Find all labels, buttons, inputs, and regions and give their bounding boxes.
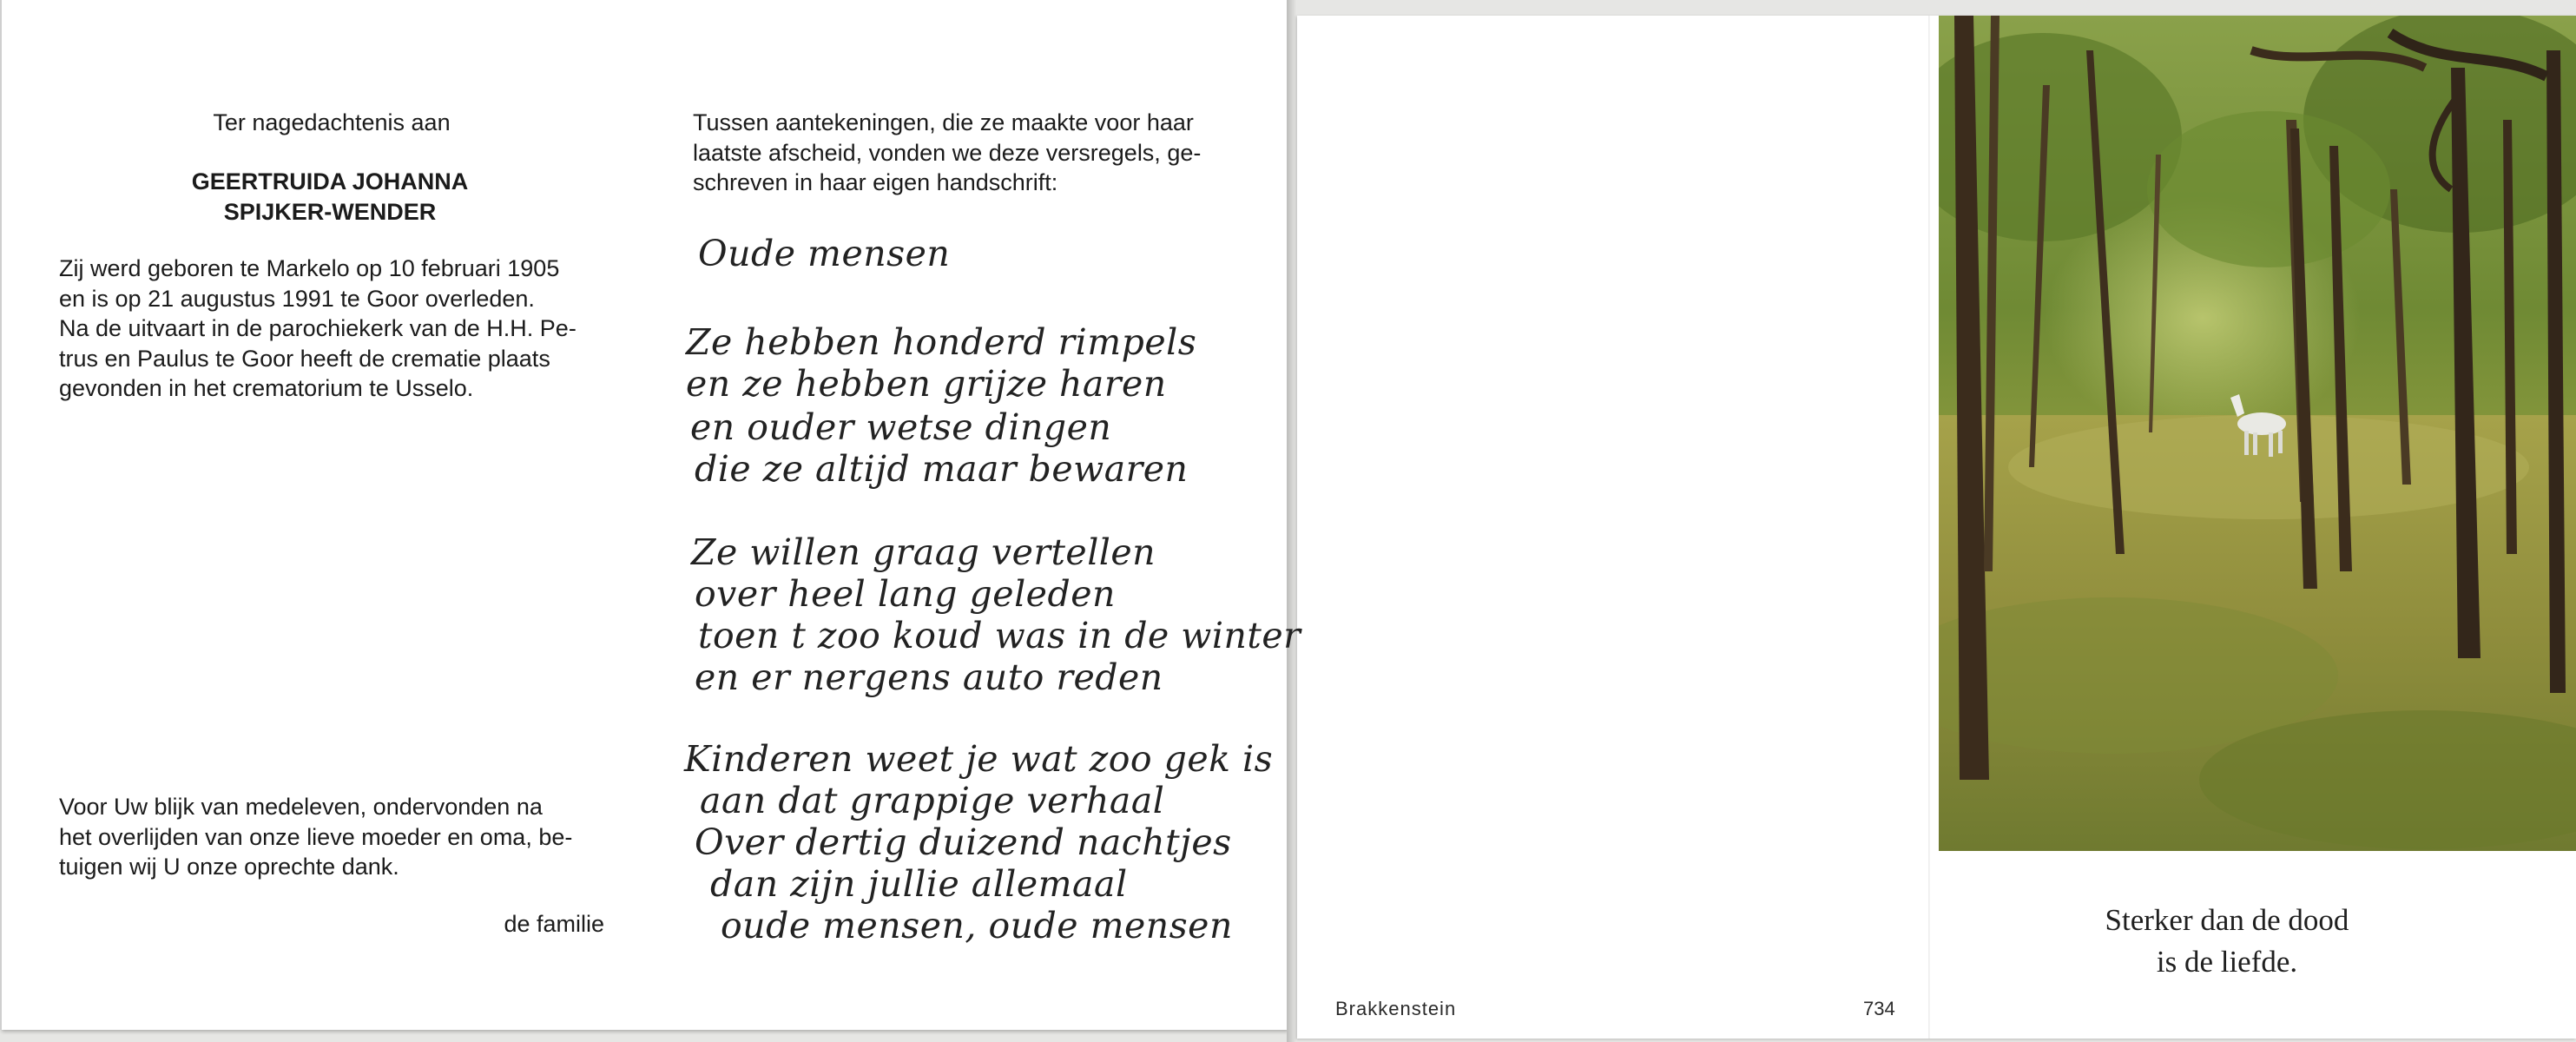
bio-line: trus en Paulus te Goor heeft de crematie plaats xyxy=(59,345,550,372)
biography-paragraph xyxy=(59,254,615,404)
bio-line: Zij werd geboren te Markelo op 10 februari 1905 xyxy=(59,255,560,281)
dedication-heading: Ter nagedachtenis aan xyxy=(213,109,451,135)
preface-line: schreven in haar eigen handschrift: xyxy=(693,169,1058,195)
handwritten-line: Kinderen weet je wat zoo gek is xyxy=(684,738,1274,780)
bio-line: en is op 21 augustus 1991 te Goor overleden. xyxy=(59,285,535,312)
publisher-name: Brakkenstein xyxy=(1335,998,1457,1019)
caption-line-2: is de liefde. xyxy=(2156,945,2298,979)
thanks-paragraph xyxy=(59,792,615,882)
card-fold-shadow xyxy=(1287,0,1297,1042)
thanks-line: Voor Uw blijk van medeleven, ondervonden na xyxy=(59,794,543,820)
handwritten-line: en ouder wetse dingen xyxy=(690,406,1112,448)
thanks-line: tuigen wij U onze oprechte dank. xyxy=(59,854,399,880)
handwritten-line: en ze hebben grijze haren xyxy=(686,363,1167,405)
bio-line: Na de uitvaart in de parochiekerk van de H.H. Pe- xyxy=(59,315,576,341)
handwritten-line: die ze altijd maar bewaren xyxy=(695,448,1189,490)
handwritten-line: en er nergens auto reden xyxy=(695,656,1163,698)
handwritten-line: toen t zoo koud was in de winter xyxy=(698,615,1301,656)
handwritten-line: over heel lang geleden xyxy=(695,573,1116,615)
handwritten-line: oude mensen, oude mensen xyxy=(721,905,1233,946)
thanks-line: het overlijden van onze lieve moeder en oma, be- xyxy=(59,823,573,850)
family-signoff: de familie xyxy=(504,911,604,937)
handwritten-poem-title: Oude mensen xyxy=(698,233,951,274)
bio-line: gevonden in het crematorium te Usselo. xyxy=(59,375,474,401)
forest-photo xyxy=(1939,16,2576,851)
handwritten-line: Ze willen graag vertellen xyxy=(691,531,1156,573)
preface-line: laatste afscheid, vonden we deze versregels, ge- xyxy=(693,139,1202,166)
handwritten-line: Ze hebben honderd rimpels xyxy=(686,321,1197,363)
card-fold-line xyxy=(1928,16,1930,1039)
handwritten-line: dan zijn jullie allemaal xyxy=(710,863,1128,905)
preface-line: Tussen aantekeningen, die ze maakte voor haar xyxy=(693,109,1194,135)
deceased-name-line-1: GEERTRUIDA JOHANNA xyxy=(191,168,469,195)
deceased-name-line-2: SPIJKER-WENDER xyxy=(223,198,437,225)
deceased-name xyxy=(122,167,538,227)
card-number: 734 xyxy=(1863,998,1895,1019)
handwritten-line: aan dat grappige verhaal xyxy=(700,780,1165,821)
handwritten-line: Over dertig duizend nachtjes xyxy=(695,821,1232,863)
caption-line-1: Sterker dan de dood xyxy=(2105,903,2349,937)
photo-caption xyxy=(2027,900,2427,983)
poem-preface xyxy=(693,108,1248,198)
